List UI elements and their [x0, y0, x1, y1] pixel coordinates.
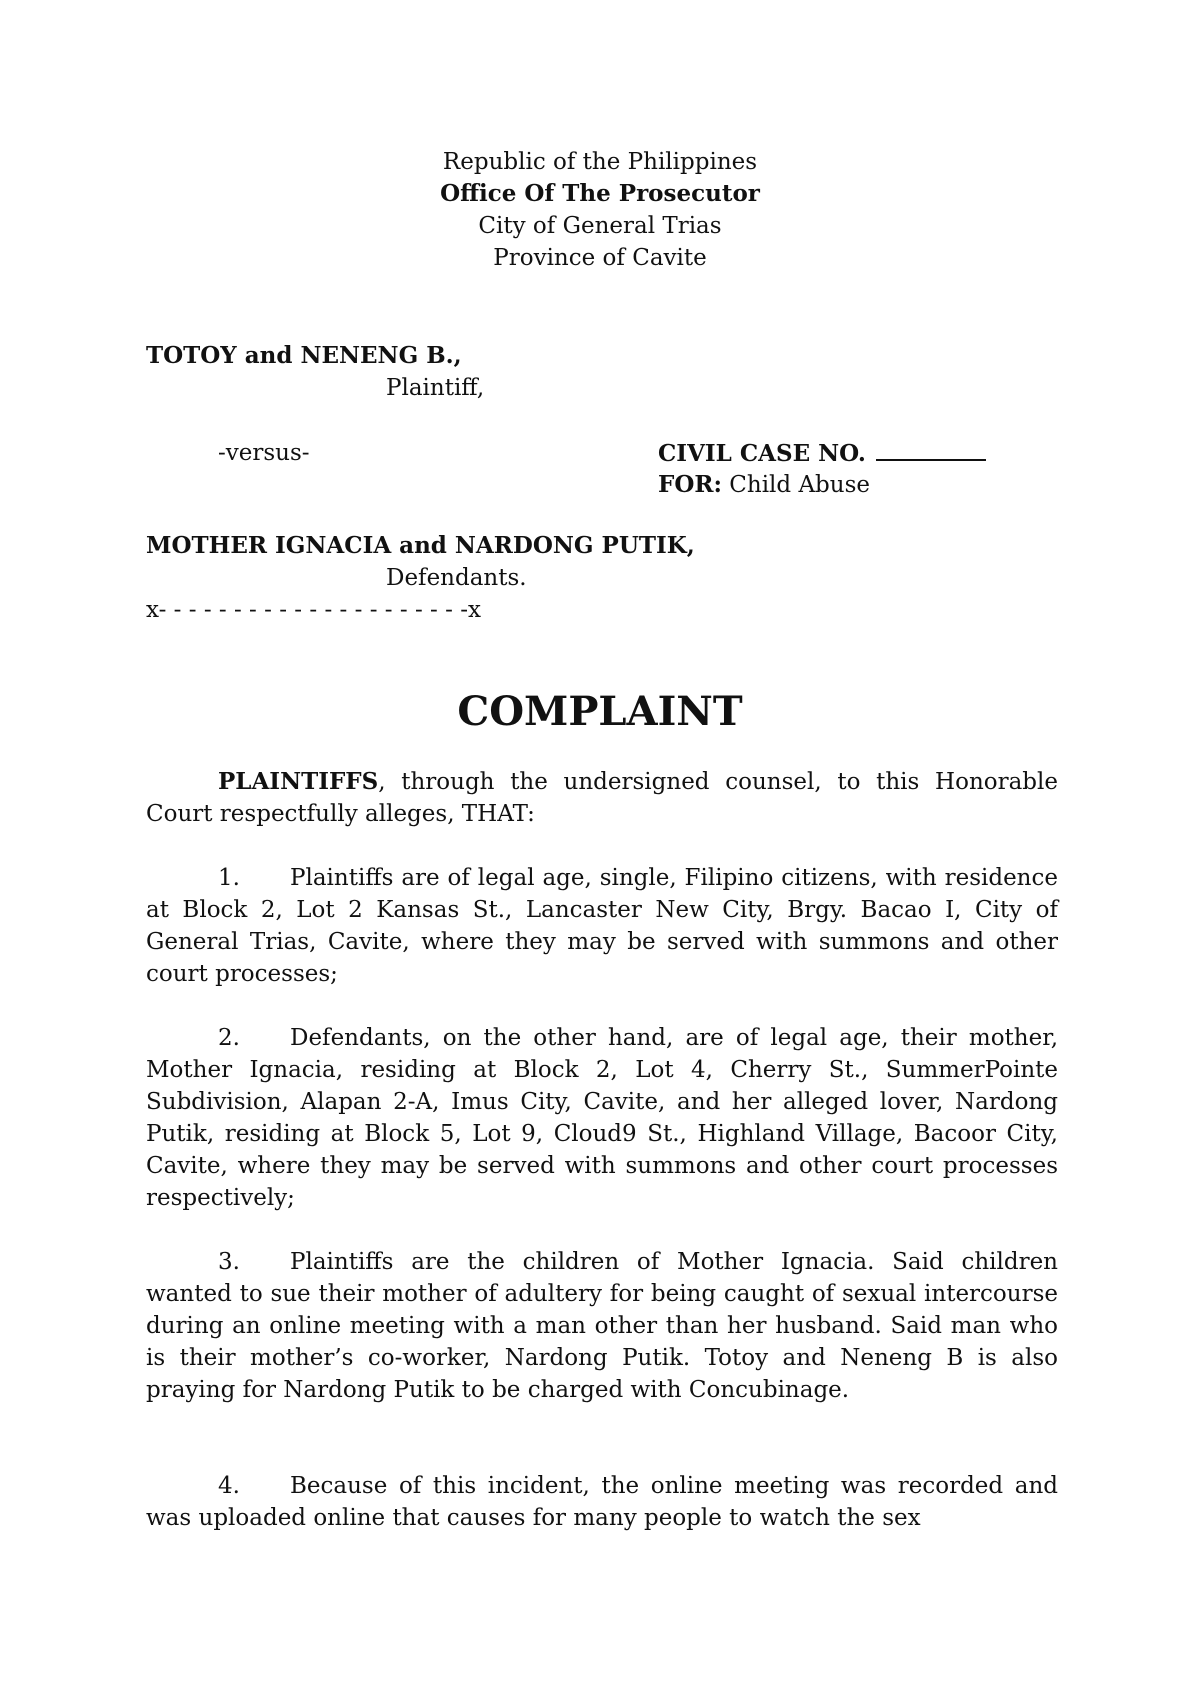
paragraph-number: 4.	[218, 1473, 240, 1499]
paragraph-text: Defendants, on the other hand, are of legal age, their mother, Mother Ignacia, residing at Block 2, Lot 4, Cherry St., SummerPointe Subdivision, Alapan 2-A, Imus City, Cavite, and her alleged lover, Nardong Putik, residing at Block 5, Lot 9, Cloud9 St., Highland Village, Bacoor City, Cavite, where they may be served with summons and other court processes respectively;	[146, 1025, 1058, 1211]
header-office: Office Of The Prosecutor	[440, 180, 760, 207]
paragraph-3	[146, 1246, 1058, 1406]
caption-separator: x- - - - - - - - - - - - - - - - - - - - -x	[146, 597, 481, 623]
header-city: City of General Trias	[478, 213, 722, 239]
case-for-value: Child Abuse	[729, 472, 870, 498]
intro-paragraph	[146, 766, 1058, 830]
defendant-names: MOTHER IGNACIA and NARDONG PUTIK,	[146, 532, 695, 559]
paragraph-text: Because of this incident, the online meeting was recorded and was uploaded online that causes for many people to watch the sex	[146, 1473, 1058, 1531]
paragraph-4	[146, 1470, 1058, 1534]
document-title: COMPLAINT	[457, 688, 743, 735]
paragraph-text: Plaintiffs are the children of Mother Ignacia. Said children wanted to sue their mother of adultery for being caught of sexual intercourse during an online meeting with a man other than her husband. Said man who is their mother’s co-worker, Nardong Putik. Totoy and Neneng B is also praying for Nardong Putik to be charged with Concubinage.	[146, 1249, 1058, 1403]
paragraph-number: 1.	[218, 865, 240, 891]
paragraph-1	[146, 862, 1058, 990]
case-for-line	[658, 469, 870, 501]
header-province: Province of Cavite	[493, 245, 707, 271]
defendant-role: Defendants.	[386, 565, 527, 591]
paragraph-2	[146, 1022, 1058, 1214]
header-republic: Republic of the Philippines	[442, 149, 758, 175]
case-for-label: FOR:	[658, 471, 722, 498]
case-number-label: CIVIL CASE NO.	[658, 440, 866, 467]
plaintiff-role: Plaintiff,	[386, 375, 485, 401]
paragraph-number: 3.	[218, 1249, 240, 1275]
paragraph-text: Plaintiffs are of legal age, single, Filipino citizens, with residence at Block 2, Lot 2 Kansas St., Lancaster New City, Brgy. Bacao I, City of General Trias, Cavite, where they may be served with summons and other court processes;	[146, 865, 1058, 987]
case-number-line	[658, 437, 986, 470]
intro-text: , through the undersigned counsel, to this Honorable Court respectfully alleges, THAT:	[146, 769, 1058, 827]
paragraph-number: 2.	[218, 1025, 240, 1051]
intro-lead: PLAINTIFFS	[218, 768, 379, 795]
plaintiff-names: TOTOY and NENENG B.,	[146, 342, 462, 369]
versus-label: -versus-	[218, 440, 310, 466]
document-header	[0, 146, 1200, 274]
case-number-blank	[876, 437, 986, 461]
